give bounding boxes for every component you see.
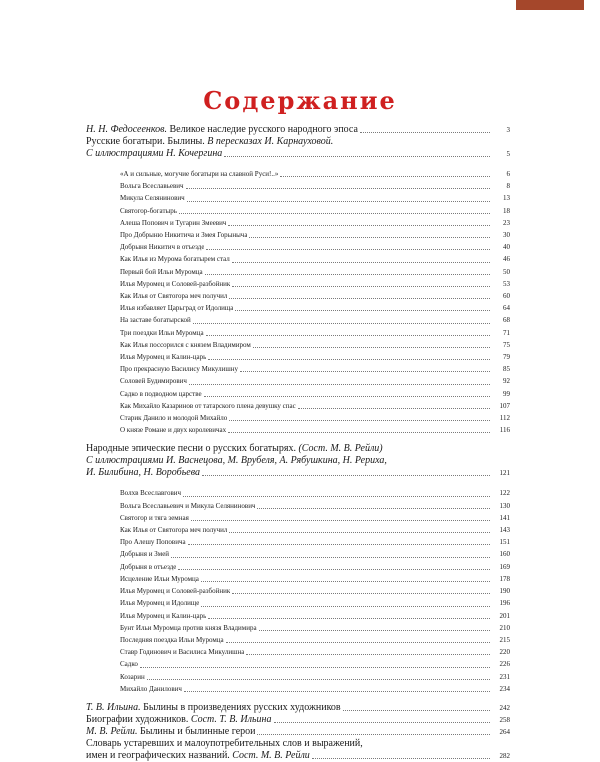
dot-leader bbox=[249, 237, 490, 238]
dot-leader bbox=[229, 532, 490, 533]
dot-leader bbox=[147, 679, 490, 680]
page-number: 18 bbox=[503, 206, 510, 215]
page-number: 6 bbox=[506, 170, 510, 178]
toc-entry bbox=[120, 327, 510, 339]
entry-title: Илья Муромец и Соловей-разбойник bbox=[120, 587, 231, 596]
page-number: 226 bbox=[499, 660, 510, 669]
heading-part: И. Билибина, Н. Воробьева bbox=[86, 467, 200, 479]
entry-title: Вольга Всеславьевич bbox=[120, 182, 184, 191]
heading-part: Былины в произведениях русских художников bbox=[140, 701, 341, 713]
page-number: 121 bbox=[499, 469, 510, 478]
dot-leader bbox=[187, 201, 490, 202]
page-number: 64 bbox=[503, 304, 510, 313]
entry-title: Илья Муромец и Идолище bbox=[120, 599, 200, 608]
page-number: 8 bbox=[506, 182, 510, 191]
dot-leader bbox=[226, 642, 490, 643]
toc-entry bbox=[120, 290, 510, 302]
toc-entry-text bbox=[120, 229, 247, 241]
toc-entry bbox=[120, 205, 510, 217]
toc-entry bbox=[120, 646, 510, 658]
dot-leader bbox=[229, 420, 490, 421]
toc-entry-text bbox=[120, 314, 191, 326]
dot-leader bbox=[228, 225, 490, 226]
toc-entry-text bbox=[120, 610, 206, 622]
entry-title: Садко в подводном царстве bbox=[120, 389, 202, 398]
toc-section-1 bbox=[86, 124, 510, 436]
section-heading-line bbox=[86, 726, 510, 738]
heading-part: (Сост. М. В. Рейли) bbox=[295, 443, 383, 455]
dot-leader bbox=[240, 371, 490, 372]
heading-part: С иллюстрациями Н. Кочергина bbox=[86, 148, 223, 159]
page-number: 231 bbox=[499, 672, 510, 681]
dot-leader bbox=[232, 286, 490, 287]
entry-title: Святогор и тяга земная bbox=[120, 513, 189, 522]
toc-entry bbox=[120, 424, 510, 436]
heading-part: Былины и былинные герои bbox=[137, 725, 256, 737]
entry-title: Исцеление Ильи Муромца bbox=[120, 574, 199, 583]
entry-title: Илья Муромец и Соловей-разбойник bbox=[120, 279, 231, 288]
section-heading-line-text bbox=[86, 702, 341, 714]
entry-title: Козарин bbox=[120, 672, 145, 681]
page-number: 264 bbox=[499, 727, 510, 736]
toc-entry bbox=[120, 536, 510, 548]
heading-part: Т. В. Ильина. bbox=[86, 701, 141, 713]
page-number: 71 bbox=[503, 328, 510, 337]
page-number: 258 bbox=[499, 715, 510, 724]
page-number: 210 bbox=[499, 623, 510, 632]
dot-leader bbox=[140, 667, 490, 668]
page-number: 85 bbox=[503, 365, 510, 374]
toc-entry-text bbox=[120, 646, 244, 658]
entry-title: Последняя поездка Ильи Муромца bbox=[120, 635, 224, 644]
dot-leader bbox=[183, 496, 490, 497]
entry-title: Добрыня в отъезде bbox=[120, 562, 177, 571]
toc-entry bbox=[120, 314, 510, 326]
toc-entry-text bbox=[120, 573, 199, 585]
dot-leader bbox=[204, 396, 490, 397]
heading-part: имен и географических названий. bbox=[86, 749, 230, 761]
toc-entry-text bbox=[120, 241, 204, 253]
entry-title: Добрыня Никитич в отъезде bbox=[120, 243, 205, 252]
toc-entry-text bbox=[120, 205, 177, 217]
toc-entry-text bbox=[120, 634, 224, 646]
page-number: 151 bbox=[499, 538, 510, 547]
toc-entry bbox=[120, 217, 510, 229]
toc-entry bbox=[120, 229, 510, 241]
dot-leader bbox=[206, 335, 490, 336]
entry-title: Алеша Попович и Тугарин Змеевич bbox=[120, 218, 227, 227]
toc-entry bbox=[120, 622, 510, 634]
toc-entry bbox=[120, 241, 510, 253]
page-number: 160 bbox=[499, 550, 510, 559]
dot-leader bbox=[257, 734, 490, 735]
dot-leader bbox=[188, 544, 490, 545]
page-number: 75 bbox=[503, 340, 510, 349]
toc-entry bbox=[120, 253, 510, 265]
toc-entry bbox=[120, 487, 510, 499]
page-number: 143 bbox=[499, 526, 510, 535]
page-title: Содержание bbox=[203, 86, 397, 115]
toc-entry bbox=[120, 573, 510, 585]
entry-title: О князе Романе и двух королевичах bbox=[120, 426, 227, 435]
page-number: 242 bbox=[499, 703, 510, 712]
entry-title: Михайло Данилович bbox=[120, 684, 182, 693]
page-number: 234 bbox=[499, 684, 510, 693]
page-number: 169 bbox=[499, 562, 510, 571]
entry-title: На заставе богатырской bbox=[120, 316, 191, 325]
toc-entry-text bbox=[120, 217, 226, 229]
entry-title: Как Илья из Мурома богатырем стал bbox=[120, 255, 230, 264]
toc-entry-text bbox=[120, 253, 230, 265]
section-heading-line bbox=[86, 738, 510, 750]
toc-entry bbox=[120, 524, 510, 536]
page-number: 99 bbox=[503, 389, 510, 398]
page-number: 60 bbox=[503, 292, 510, 301]
section-heading-line-text bbox=[86, 714, 272, 726]
toc-entry-text bbox=[120, 512, 189, 524]
dot-leader bbox=[232, 262, 490, 263]
section-heading-line-text bbox=[86, 124, 358, 136]
page-number: 13 bbox=[503, 194, 510, 203]
toc-entry bbox=[120, 500, 510, 512]
section-heading-line-text bbox=[86, 467, 200, 479]
heading-part: С иллюстрациями И. Васнецова, М. Врубеля, А. Рябушкина, Н. Рериха, bbox=[86, 455, 387, 467]
toc-entry bbox=[120, 388, 510, 400]
toc-entry bbox=[120, 610, 510, 622]
heading-part: Сост. Т. В. Ильина bbox=[188, 713, 272, 725]
entry-title: Три поездки Ильи Муромца bbox=[120, 328, 204, 337]
toc-entry bbox=[120, 548, 510, 560]
dot-leader bbox=[206, 249, 490, 250]
page-number: 122 bbox=[499, 489, 510, 498]
dot-leader bbox=[202, 475, 490, 476]
toc-entry-text bbox=[120, 388, 202, 400]
entry-title: Как Илья поссорился с князем Владимиром bbox=[120, 340, 251, 349]
page-number: 40 bbox=[503, 243, 510, 252]
toc-entry bbox=[120, 658, 510, 670]
page-number: 116 bbox=[499, 426, 510, 435]
section-heading-line bbox=[86, 455, 510, 467]
page-number: 23 bbox=[503, 218, 510, 227]
toc-entry-text bbox=[120, 278, 230, 290]
dot-leader bbox=[186, 188, 490, 189]
toc-entry-text bbox=[120, 400, 296, 412]
section-heading-line bbox=[86, 136, 510, 148]
toc-entry-text bbox=[120, 424, 226, 436]
dot-leader bbox=[201, 606, 490, 607]
section-heading-line bbox=[86, 702, 510, 714]
page-number: 3 bbox=[506, 126, 510, 134]
toc-entries bbox=[86, 487, 510, 694]
toc-entry-text bbox=[120, 363, 238, 375]
page-number: 50 bbox=[503, 267, 510, 276]
entry-title: Первый бой Ильи Муромца bbox=[120, 267, 203, 276]
dot-leader bbox=[184, 691, 490, 692]
entry-title: Добрыня и Змей bbox=[120, 550, 170, 559]
page-number: 178 bbox=[499, 574, 510, 583]
toc-entry-text bbox=[120, 412, 227, 424]
entry-title: Садко bbox=[120, 660, 138, 669]
entry-title: Как Илья от Святогора меч получил bbox=[120, 526, 228, 535]
toc-entry-text bbox=[120, 192, 185, 204]
dot-leader bbox=[171, 557, 490, 558]
page-number: 92 bbox=[503, 377, 510, 386]
toc-entry-text bbox=[120, 302, 233, 314]
page-number: 220 bbox=[499, 648, 510, 657]
toc-entry bbox=[120, 278, 510, 290]
toc-entry-text bbox=[120, 266, 203, 278]
toc-entry-text bbox=[120, 290, 227, 302]
page-corner-tab bbox=[516, 0, 584, 10]
dot-leader bbox=[257, 508, 490, 509]
section-heading-line bbox=[86, 148, 510, 160]
section-heading-line-text bbox=[86, 750, 310, 762]
toc-entry-text bbox=[120, 500, 255, 512]
entry-title: Как Илья от Святогора меч получил bbox=[120, 292, 228, 301]
dot-leader bbox=[191, 520, 490, 521]
toc-entry-text bbox=[120, 561, 176, 573]
toc-entry-text bbox=[120, 585, 230, 597]
dot-leader bbox=[312, 758, 490, 759]
page-number: 5 bbox=[506, 150, 510, 158]
toc-entry bbox=[120, 168, 510, 180]
toc-section-3 bbox=[86, 702, 510, 762]
dot-leader bbox=[298, 408, 490, 409]
page-number: 53 bbox=[503, 279, 510, 288]
toc-entry-text bbox=[120, 487, 181, 499]
heading-part: Русские богатыри. Былины. bbox=[86, 136, 205, 147]
dot-leader bbox=[208, 359, 490, 360]
toc-entry bbox=[120, 192, 510, 204]
page-number: 46 bbox=[503, 255, 510, 264]
entry-title: Вольга Всеславьевич и Микула Селянинович bbox=[120, 501, 256, 510]
entry-title: Илья избавляет Царьград от Идолища bbox=[120, 304, 234, 313]
entry-title: Волхв Всеславгович bbox=[120, 489, 182, 498]
toc-entries bbox=[86, 168, 510, 436]
page-number: 107 bbox=[499, 401, 510, 410]
toc-entry bbox=[120, 400, 510, 412]
heading-part: В пересказах И. Карнауховой. bbox=[204, 136, 334, 147]
toc-entry bbox=[120, 412, 510, 424]
toc-entry-text bbox=[120, 168, 278, 180]
toc-entry-text bbox=[120, 339, 251, 351]
section-heading-line-text bbox=[86, 726, 255, 738]
heading-part: Биографии художников. bbox=[86, 713, 189, 725]
page-number: 141 bbox=[499, 513, 510, 522]
dot-leader bbox=[179, 213, 490, 214]
dot-leader bbox=[193, 323, 490, 324]
toc-entry bbox=[120, 634, 510, 646]
dot-leader bbox=[343, 710, 490, 711]
dot-leader bbox=[274, 722, 491, 723]
section-heading-line bbox=[86, 750, 510, 762]
toc-entry-text bbox=[120, 327, 204, 339]
toc-entry bbox=[120, 671, 510, 683]
toc-entry bbox=[120, 683, 510, 695]
dot-leader bbox=[232, 593, 490, 594]
heading-part: Словарь устаревших и малоупотребительных слов и выражений, bbox=[86, 737, 363, 749]
entry-title: Микула Селянинович bbox=[120, 194, 185, 203]
toc-entry-text bbox=[120, 683, 182, 695]
dot-leader bbox=[208, 618, 490, 619]
page-number: 30 bbox=[503, 231, 510, 240]
entry-title: Про Алешу Поповича bbox=[120, 538, 186, 547]
toc-entry-text bbox=[120, 375, 187, 387]
toc-entry bbox=[120, 561, 510, 573]
dot-leader bbox=[259, 630, 490, 631]
dot-leader bbox=[253, 347, 490, 348]
entry-title: Святогор-богатырь bbox=[120, 206, 177, 215]
dot-leader bbox=[178, 569, 490, 570]
dot-leader bbox=[246, 654, 490, 655]
entry-title: Илья Муромец и Калин-царь bbox=[120, 353, 207, 362]
entry-title: Как Михайло Казаринов от татарского плена девушку спас bbox=[120, 401, 296, 410]
dot-leader bbox=[229, 298, 490, 299]
section-heading-line-text bbox=[86, 148, 222, 160]
entry-title: Про прекрасную Василису Микулишну bbox=[120, 365, 238, 374]
toc-entry-text bbox=[120, 524, 227, 536]
heading-part: М. В. Рейли. bbox=[86, 725, 138, 737]
entry-title: Илья Муромец и Калин-царь bbox=[120, 611, 207, 620]
toc-entry bbox=[120, 302, 510, 314]
dot-leader bbox=[360, 132, 490, 133]
toc-section-2 bbox=[86, 443, 510, 694]
page-number: 68 bbox=[503, 316, 510, 325]
toc-entry bbox=[120, 339, 510, 351]
dot-leader bbox=[201, 581, 490, 582]
page-number: 79 bbox=[503, 353, 510, 362]
toc-entry-text bbox=[120, 658, 138, 670]
entry-title: Соловей Будимирович bbox=[120, 377, 187, 386]
toc-entry bbox=[120, 375, 510, 387]
entry-title: Про Добрыню Никитича и Змея Горыныча bbox=[120, 231, 248, 240]
page-number: 215 bbox=[499, 635, 510, 644]
toc-entry-text bbox=[120, 671, 145, 683]
section-heading-line bbox=[86, 443, 510, 455]
heading-part: Сост. М. В. Рейли bbox=[229, 749, 310, 761]
toc-entry bbox=[120, 363, 510, 375]
toc-entry-text bbox=[120, 180, 184, 192]
toc-entry-text bbox=[120, 548, 169, 560]
entry-title: Ставр Годинович и Василиса Микулишна bbox=[120, 648, 245, 657]
page-number: 201 bbox=[499, 611, 510, 620]
entry-title: Бунт Ильи Муромца против князя Владимира bbox=[120, 623, 257, 632]
section-heading-line bbox=[86, 467, 510, 479]
entry-title: «А и сильные, могучие богатыри на славной Руси!..» bbox=[120, 170, 279, 178]
toc-entry bbox=[120, 180, 510, 192]
table-of-contents bbox=[86, 124, 510, 762]
section-heading-line bbox=[86, 714, 510, 726]
dot-leader bbox=[235, 310, 490, 311]
dot-leader bbox=[189, 384, 490, 385]
entry-title: Старик Данило и молодой Михайло bbox=[120, 414, 228, 423]
page-number: 282 bbox=[499, 751, 510, 760]
dot-leader bbox=[228, 432, 490, 433]
dot-leader bbox=[205, 274, 490, 275]
toc-entry bbox=[120, 266, 510, 278]
section-heading-line bbox=[86, 124, 510, 136]
toc-entry-text bbox=[120, 622, 257, 634]
heading-part: Народные эпические песни о русских богатырях. bbox=[86, 443, 296, 455]
toc-entry bbox=[120, 585, 510, 597]
dot-leader bbox=[280, 176, 490, 177]
page-number: 196 bbox=[499, 599, 510, 608]
heading-part: Н. Н. Федосеенков. bbox=[86, 124, 168, 135]
dot-leader bbox=[224, 156, 490, 157]
toc-entry bbox=[120, 512, 510, 524]
toc-entry-text bbox=[120, 536, 186, 548]
toc-entry bbox=[120, 597, 510, 609]
page-number: 190 bbox=[499, 587, 510, 596]
toc-entry-text bbox=[120, 597, 199, 609]
page-number: 112 bbox=[499, 414, 510, 423]
toc-entry bbox=[120, 351, 510, 363]
heading-part: Великое наследие русского народного эпоса bbox=[167, 124, 358, 135]
page-number: 130 bbox=[499, 501, 510, 510]
toc-entry-text bbox=[120, 351, 206, 363]
